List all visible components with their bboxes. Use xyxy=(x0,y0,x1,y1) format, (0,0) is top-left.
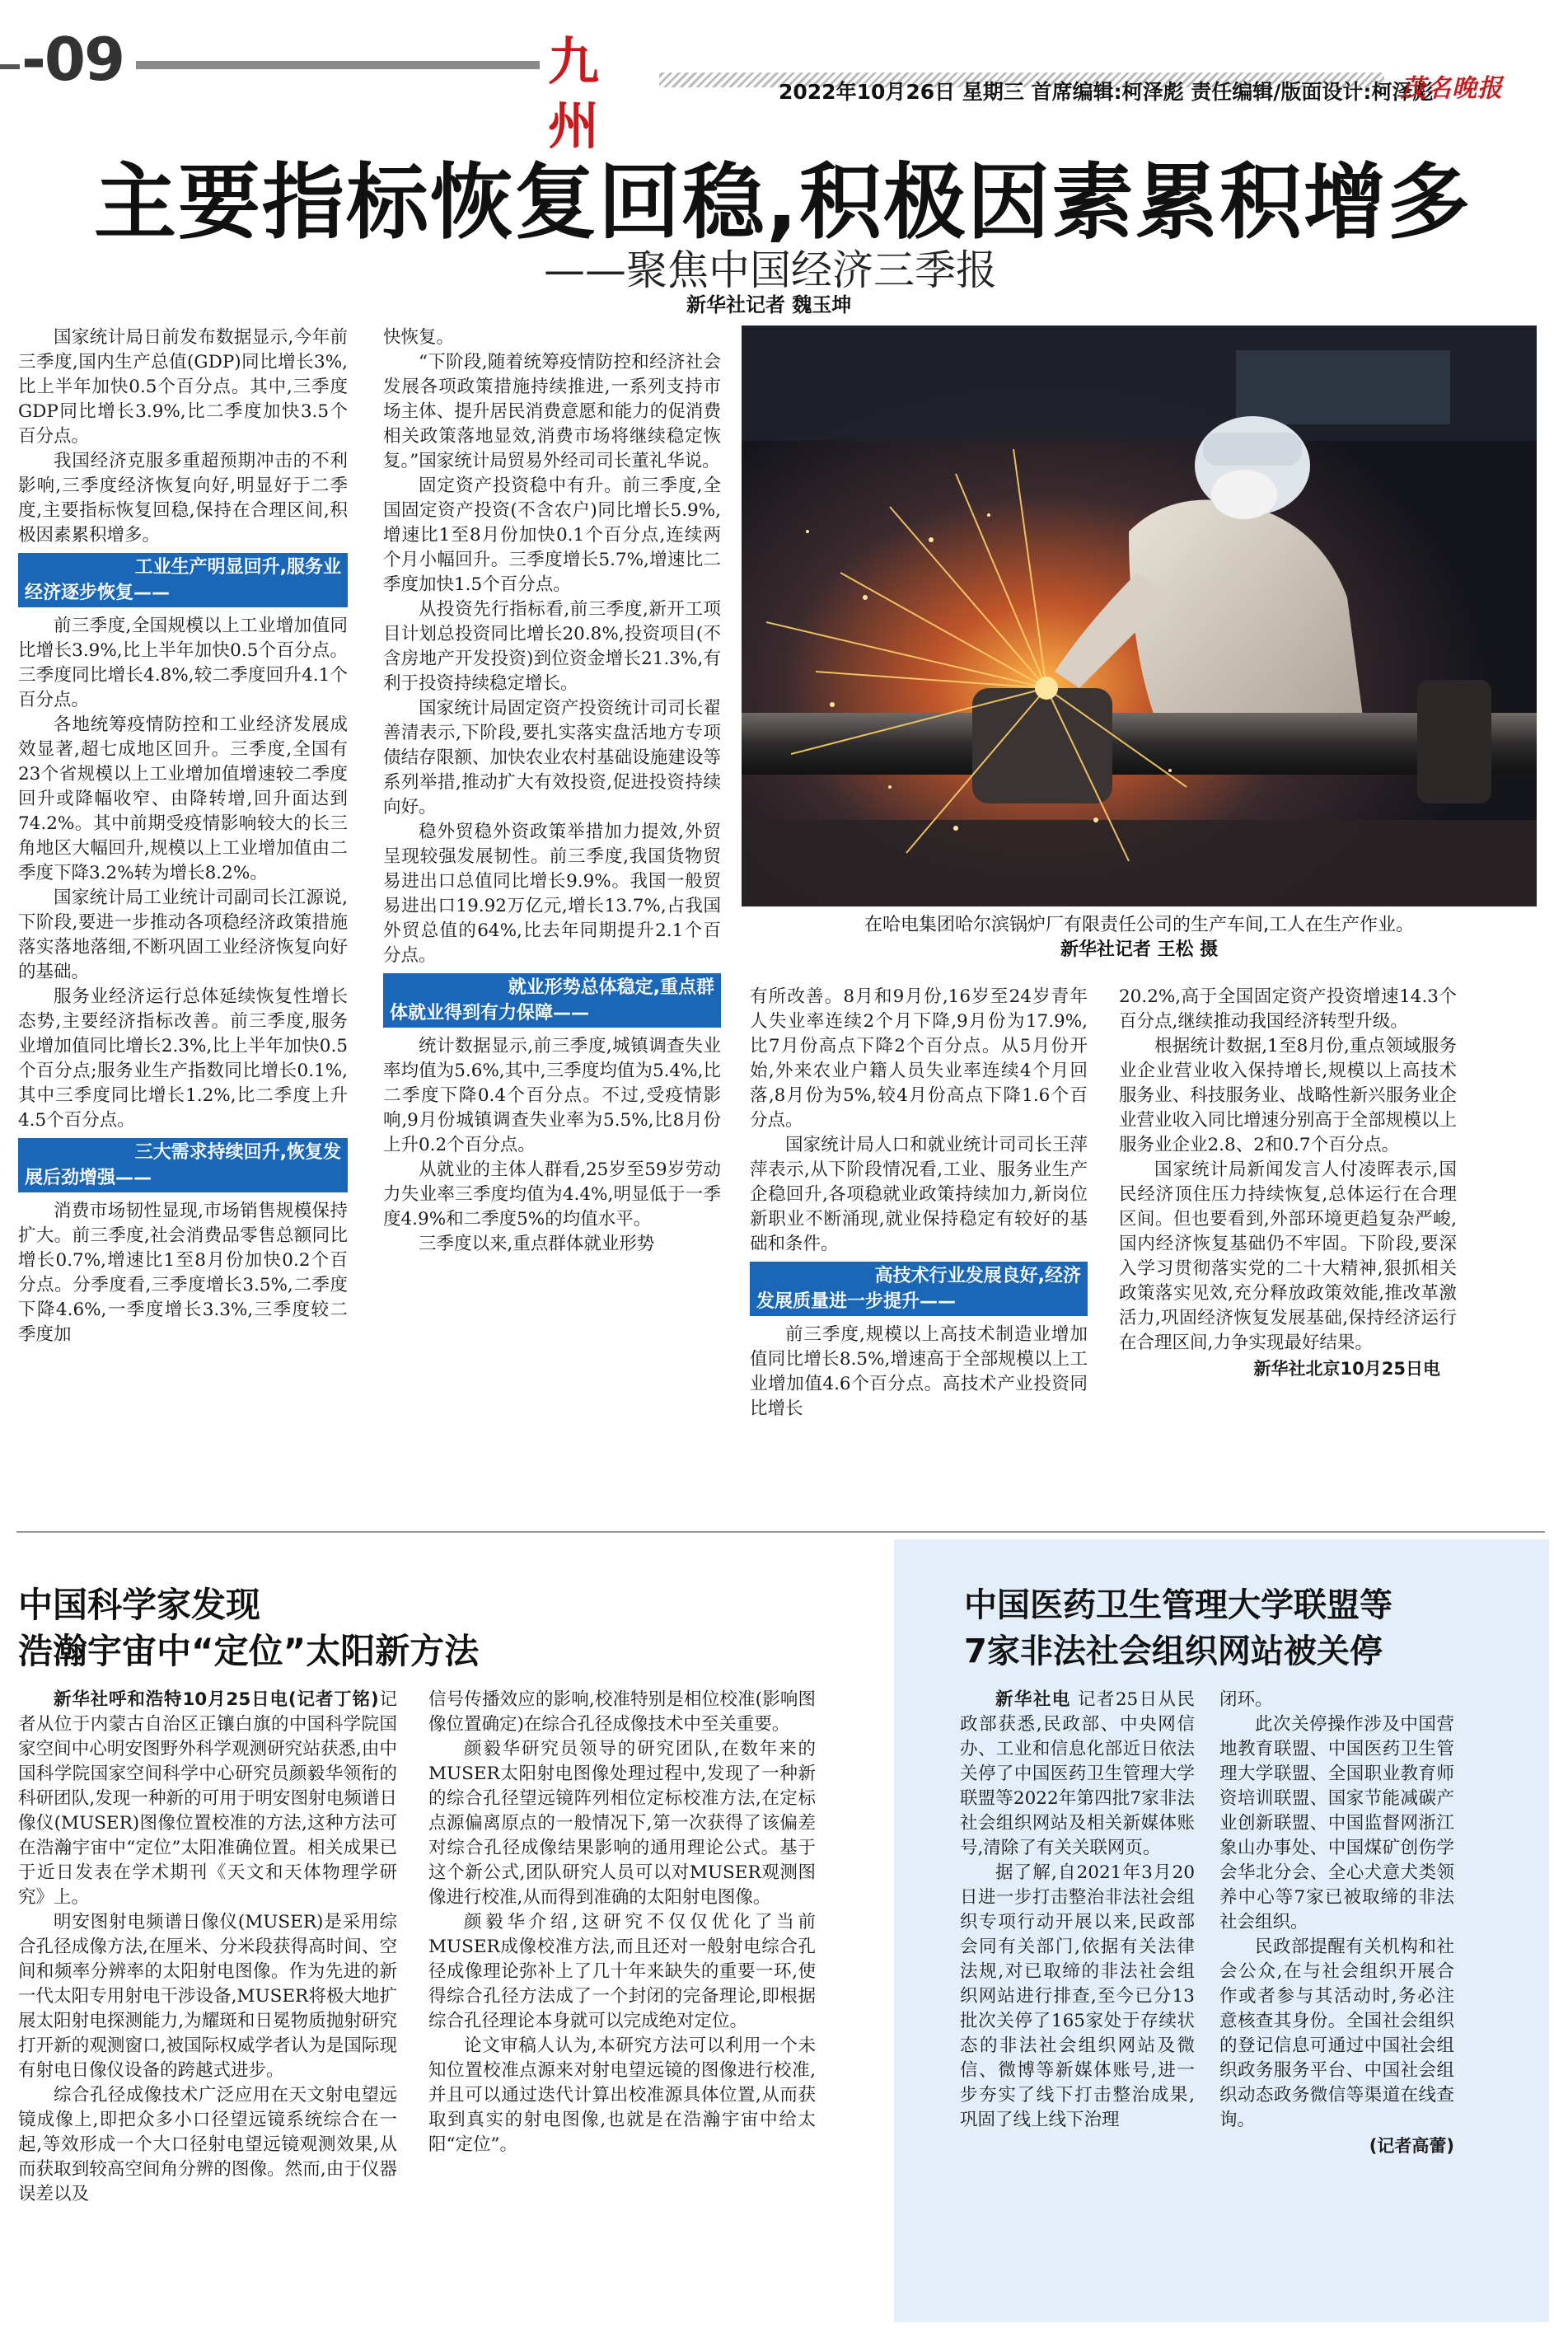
news-photo xyxy=(742,326,1537,906)
paragraph: 前三季度,全国规模以上工业增加值同比增长3.9%,比上半年加快0.5个百分点。三季度同比增长4.8%,较二季度回升4.1个百分点。 xyxy=(18,616,348,710)
story2-lead: 新华社呼和浩特10月25日电(记者丁铭) xyxy=(54,1689,379,1710)
paragraph: 从就业的主体人群看,25岁至59岁劳动力失业率三季度均值为4.4%,明显低于一季度4.9%和二季度5%的均值水平。 xyxy=(383,1159,721,1230)
paragraph-text: 记者从位于内蒙古自治区正镶白旗的中国科学院国家空间中心明安图野外科学观测研究站获悉,由中国科学院国家空间科学中心研究员颜毅华领衔的科研团队,发现一种新的可用于明安图射电频谱日像仪(MUSER)图像位置校准的方法,这种方法可在浩瀚宇宙中“定位”太阳准确位置。相关成果已于近日发表在学术期刊《天文和天体物理学研究》上。 xyxy=(18,1689,397,1908)
dateline: 2022年10月26日 星期三 首席编辑:柯泽彪 责任编辑/版面设计:柯泽彪 xyxy=(779,80,1434,104)
paragraph: 稳外贸稳外资政策举措加力提效,外贸呈现较强发展韧性。前三季度,我国货物贸易进出口总值同比增长9.9%。我国一般贸易进出口19.92万亿元,增长13.7%,占我国外贸总值的64%,比去年同期提升2.1个百分点。 xyxy=(383,822,721,966)
main-column-3 xyxy=(750,985,1088,1525)
paragraph: 论文审稿人认为,本研究方法可以利用一个未知位置校准点源来对射电望远镜的图像进行校准,并且可以通过迭代计算出校准源具体位置,从而获取到真实的射电图像,也就是在浩瀚宇宙中给太阳“定位”。 xyxy=(428,2035,816,2155)
paragraph xyxy=(18,1688,397,1910)
paragraph: 统计数据显示,前三季度,城镇调查失业率均值为5.6%,其中,三季度均值为5.4%,比二季度下降0.4个百分点。不过,受疫情影响,9月份城镇调查失业率为5.5%,比8月份上升0.2个百分点。 xyxy=(383,1036,721,1155)
paragraph: 国家统计局工业统计司副司长江源说,下阶段,要进一步推动各项稳经济政策措施落实落地落细,不断巩固工业经济恢复向好的基础。 xyxy=(18,888,348,982)
subheading xyxy=(750,1262,1088,1316)
paragraph: 前三季度,规模以上高技术制造业增加值同比增长8.5%,增速高于全部规模以上工业增加值4.6个百分点。高技术产业投资同比增长 xyxy=(750,1324,1088,1419)
story2-column-1 xyxy=(18,1688,397,2322)
paragraph: 从投资先行指标看,前三季度,新开工项目计划总投资同比增长20.8%,投资项目(不含房地产开发投资)到位资金增长21.3%,有利于投资持续稳定增长。 xyxy=(383,599,721,694)
paragraph-text: 记者25日从民政部获悉,民政部、中央网信办、工业和信息化部近日依法关停了中国医药卫生管理大学联盟等2022年第四批7家非法社会组织网站及相关新媒体账号,清除了有关关联网页。 xyxy=(960,1689,1195,1858)
subheading-line: 发展质量进一步提升—— xyxy=(756,1291,957,1312)
main-column-4 xyxy=(1119,985,1457,1525)
welding-worker-image xyxy=(742,326,1537,906)
paragraph: 国家统计局人口和就业统计司司长王萍萍表示,从下阶段情况看,工业、服务业生产企稳回升,各项稳就业政策持续加力,新岗位新职业不断涌现,就业保持稳定有较好的基础和条件。 xyxy=(750,1135,1088,1254)
paragraph xyxy=(960,1688,1195,1861)
paragraph: 各地统筹疫情防控和工业经济发展成效显著,超七成地区回升。三季度,全国有23个省规模以上工业增加值增速较二季度回升或降幅收窄、由降转增,回升面达到74.2%。其中前期受疫情影响较大的长三角地区大幅回升,规模以上工业增加值由二季度下降3.2%转为增长8.2%。 xyxy=(18,714,348,883)
paragraph: 快恢复。 xyxy=(383,327,455,348)
paragraph: 此次关停操作涉及中国营地教育联盟、中国医药卫生管理大学联盟、全国职业教育师资培训联盟、国家节能减碳产业创新联盟、中国监督网浙江象山办事处、中国煤矿创伤学会华北分会、全心犬意犬类领养中心等7家已被取缔的非法社会组织。 xyxy=(1219,1714,1454,1932)
paragraph: 国家统计局固定资产投资统计司司长翟善清表示,下阶段,要扎实落实盘活地方专项债结存限额、加快农业农村基础设施建设等系列举措,推动扩大有效投资,促进投资持续向好。 xyxy=(383,698,721,817)
main-headline: 主要指标恢复回稳,积极因素累积增多 xyxy=(94,154,1472,251)
subheading xyxy=(18,553,348,607)
signoff: (记者高蕾) xyxy=(1369,2136,1454,2156)
story3-column-2 xyxy=(1219,1688,1454,2322)
main-subhead: ——聚焦中国经济三季报 xyxy=(544,246,997,294)
subheading-line: 展后劲增强—— xyxy=(25,1168,152,1188)
subheading-line: 就业形势总体稳定,重点群 xyxy=(508,977,714,998)
paragraph: 三季度以来,重点群体就业形势 xyxy=(419,1234,655,1254)
story2-headline-line: 浩瀚宇宙中“定位”太阳新方法 xyxy=(18,1631,480,1671)
story2-column-2 xyxy=(428,1688,816,2322)
header-rule-left xyxy=(136,61,540,69)
paragraph: 民政部提醒有关机构和社会公众,在与社会组织开展合作或者参与其活动时,务必注意核查其身份。全国社会组织的登记信息可通过中国社会组织政务服务平台、中国社会组织动态政务微信等渠道在线查询。 xyxy=(1219,1937,1454,2130)
subheading-line: 体就业得到有力保障—— xyxy=(390,1003,590,1023)
section-divider xyxy=(16,1531,1545,1533)
main-column-2 xyxy=(383,326,721,1525)
paragraph: 明安图射电频谱日像仪(MUSER)是采用综合孔径成像方法,在厘米、分米段获得高时间、空间和频率分辨率的太阳射电图像。作为先进的新一代太阳专用射电干涉设备,MUSER将极大地扩展太阳射电探测能力,为耀斑和日冕物质抛射研究打开新的观测窗口,被国际权威学者认为是国际现有射电日像仪设备的跨越式进步。 xyxy=(18,1912,397,2081)
story3-lead: 新华社电 xyxy=(995,1689,1071,1710)
subheading-line: 高技术行业发展良好,经济 xyxy=(874,1266,1081,1286)
paragraph: 据了解,自2021年3月20日进一步打击整治非法社会组织专项行动开展以来,民政部会同有关部门,依据有关法律法规,对已取缔的非法社会组织网站进行排查,至今已分13批次关停了165家处于存续状态的非法社会组织网站及微信、微博等新媒体账号,进一步夯实了线下打击整治成果,巩固了线上线下治理 xyxy=(960,1862,1195,2130)
main-column-1 xyxy=(18,326,348,1525)
paragraph: 信号传播效应的影响,校准特别是相位校准(影响图像位置确定)在综合孔径成像技术中至关重要。 xyxy=(428,1689,816,1735)
paragraph: 服务业经济运行总体延续恢复性增长态势,主要经济指标改善。前三季度,服务业增加值同比增长2.3%,比上半年加快0.5个百分点;服务业生产指数同比增长0.1%,其中三季度同比增长1.2%,比二季度上升4.5个百分点。 xyxy=(18,986,348,1131)
paragraph: 20.2%,高于全国固定资产投资增速14.3个百分点,继续推动我国经济转型升级。 xyxy=(1119,986,1457,1032)
paragraph: “下阶段,随着统筹疫情防控和经济社会发展各项政策措施持续推进,一系列支持市场主体、提升居民消费意愿和能力的促消费相关政策落地显效,消费市场将继续稳定恢复。”国家统计局贸易外经司司长董礼华说。 xyxy=(383,352,721,471)
paragraph: 国家统计局日前发布数据显示,今年前三季度,国内生产总值(GDP)同比增长3%,比上半年加快0.5个百分点。其中,三季度GDP同比增长3.9%,比二季度加快3.5个百分点。 xyxy=(18,327,348,447)
photo-credit: 新华社记者 王松 摄 xyxy=(1060,939,1219,960)
story2-headline xyxy=(18,1582,479,1675)
subheading-line: 三大需求持续回升,恢复发 xyxy=(134,1142,341,1163)
photo-caption xyxy=(742,913,1537,963)
dispatch-line: 新华社北京10月25日电 xyxy=(1253,1359,1440,1379)
paragraph: 我国经济克服多重超预期冲击的不利影响,三季度经济恢复向好,明显好于二季度,主要指标恢复回稳,保持在合理区间,积极因素累积增多。 xyxy=(18,451,348,546)
caption-text: 在哈电集团哈尔滨锅炉厂有限责任公司的生产车间,工人在生产作业。 xyxy=(864,915,1414,935)
section-name: 九州 xyxy=(548,31,597,156)
story2-headline-line: 中国科学家发现 xyxy=(18,1585,261,1625)
paragraph: 固定资产投资稳中有升。前三季度,全国固定资产投资(不含农户)同比增长5.9%,增速比1至8月份加快0.1个百分点,连续两个月小幅回升。三季度增长5.7%,增速比二季度加快1.5个百分点。 xyxy=(383,475,721,595)
paragraph: 闭环。 xyxy=(1219,1689,1273,1710)
subheading xyxy=(18,1138,348,1192)
paragraph: 消费市场韧性显现,市场销售规模保持扩大。前三季度,社会消费品零售总额同比增长0.7%,增速比1至8月份加快0.2个百分点。分季度看,三季度增长3.5%,二季度下降4.6%,一季度增长3.3%,三季度较二季度加 xyxy=(18,1201,348,1345)
paragraph: 综合孔径成像技术广泛应用在天文射电望远镜成像上,即把众多小口径望远镜系统综合在一起,等效形成一个大口径射电望远镜观测效果,从而获取到较高空间角分辨的图像。然而,由于仪器误差以及 xyxy=(18,2085,397,2204)
story3-headline xyxy=(964,1582,1392,1675)
paragraph: 颜毅华介绍,这研究不仅仅优化了当前MUSER成像校准方法,而且还对一般射电综合孔径成像理论弥补上了几十年来缺失的重要一环,使得综合孔径方法成了一个封闭的完备理论,即根据综合孔径理论本身就可以完成绝对定位。 xyxy=(428,1912,816,2031)
story3-headline-line: 7家非法社会组织网站被关停 xyxy=(964,1632,1383,1670)
paragraph: 颜毅华研究员领导的研究团队,在数年来的MUSER太阳射电图像处理过程中,发现了一种新的综合孔径望远镜阵列相位定标校准方法,在定标点源偏离原点的一般情况下,第一次获得了该偏差对综合孔径成像结果影响的通用理论公式。基于这个新公式,团队研究人员可以对MUSER观测图像进行校准,从而得到准确的太阳射电图像。 xyxy=(428,1739,816,1908)
paragraph: 国家统计局新闻发言人付凌晖表示,国民经济顶住压力持续恢复,总体运行在合理区间。但也要看到,外部环境更趋复杂严峻,国内经济恢复基础仍不牢固。下阶段,要深入学习贯彻落实党的二十大精神,狠抓相关政策落实见效,充分释放政策效能,推改革激活力,巩固经济恢复发展基础,保持经济运行在合理区间,力争实现最好结果。 xyxy=(1119,1159,1457,1353)
story3-column-1 xyxy=(960,1688,1195,2322)
subheading xyxy=(383,973,721,1028)
story3-headline-line: 中国医药卫生管理大学联盟等 xyxy=(964,1586,1392,1624)
main-byline: 新华社记者 魏玉坤 xyxy=(686,293,852,316)
masthead-logo: 茂名晚报 xyxy=(1401,74,1503,103)
subheading-line: 工业生产明显回升,服务业 xyxy=(134,557,341,578)
subheading-line: 经济逐步恢复—— xyxy=(25,583,171,603)
page-number: -09 xyxy=(21,25,124,94)
paragraph: 根据统计数据,1至8月份,重点领域服务业企业营业收入保持增长,规模以上高技术服务业、科技服务业、战略性新兴服务业企业营业收入同比增速分别高于全部规模以上服务业企业2.8、2和0.7个百分点。 xyxy=(1119,1036,1457,1155)
paragraph: 有所改善。8月和9月份,16岁至24岁青年人失业率连续2个月下降,9月份为17.9%,比7月份高点下降2个百分点。从5月份开始,外来农业户籍人员失业率连续4个月回落,8月份为5%,较4月份高点下降1.6个百分点。 xyxy=(750,986,1088,1131)
